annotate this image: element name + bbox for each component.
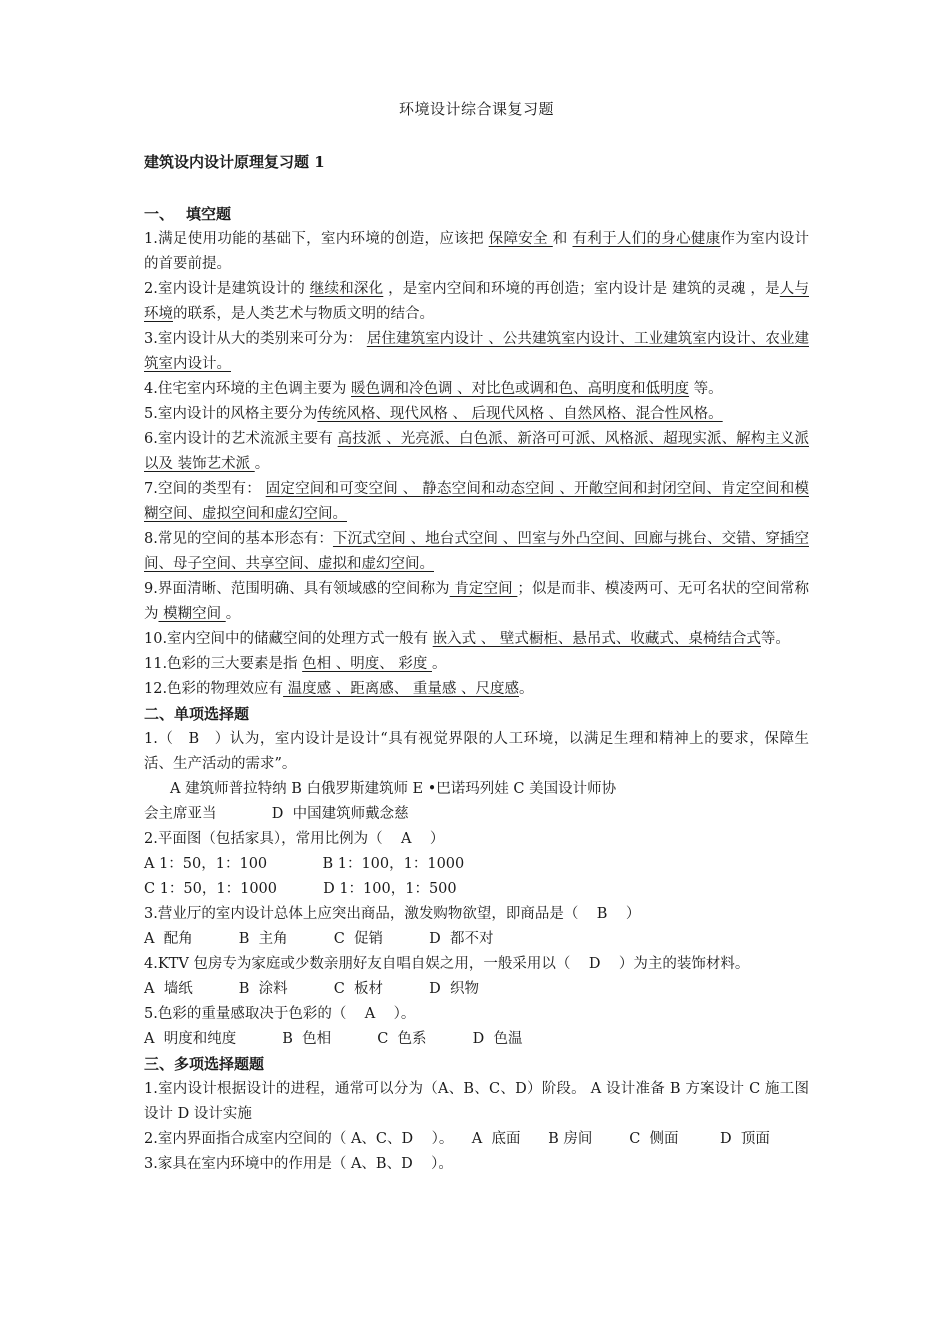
answer-blank: 模糊空间 [158,606,226,622]
question-text: 5.室内设计的风格主要分为 [144,406,318,422]
question-text: 作为室内设计的首要前提。 [144,231,810,272]
single-choice-line: A 建筑师普拉特纳 B 白俄罗斯建筑师 E •巴诺玛列娃 C 美国设计师协 [170,781,617,797]
fill-question [144,527,809,577]
single-choice-line: A 明度和纯度 B 色相 C 色系 D 色温 [144,1031,523,1047]
multi-choice-line: 1.室内设计根据设计的进程，通常可以分为（A、B、C、D）阶段。 A 设计准备 B 方案设计 C 施工图设计 D 设计实施 [144,1081,809,1122]
section-label: 填空题 [186,205,232,223]
question-text: 11.色彩的三大要素是指 [144,656,303,672]
fill-question [144,652,809,677]
question-text: 3.室内设计从大的类别来可分为： [144,331,367,347]
answer-blank: 肯定空间 [449,581,518,597]
question-text: 。 [519,681,534,697]
document-page [144,98,809,1177]
question-text: 。 [225,606,241,622]
single-choice-line: 1.（ B ）认为，室内设计是设计“具有视觉界限的人工环境，以满足生理和精神上的要求，保障生活、生产活动的需求”。 [144,731,809,772]
fill-question [144,427,809,477]
answer-blank: 传统风格、现代风格 、 后现代风格 、自然风格、混合性风格。 [317,406,723,422]
fill-question [144,277,809,327]
fill-question [144,327,809,377]
answer-blank: 继续和深化 [309,281,384,297]
answer-blank: 居住建筑室内设计 、公共建筑室内设计、工业建筑室内设计、农业建筑室内设计。 [144,331,809,372]
question-text: 等。 [689,381,723,397]
question-text: ，是室内空间和环境的再创造；室内设计是 建筑的灵魂 ，是 [383,281,780,297]
question-text: 12.色彩的物理效应有 [144,681,284,697]
question-text: 。 [432,656,447,672]
section-number: 一、 [144,205,175,223]
answer-blank: 固定空间和可变空间 、 静态空间和动态空间 、开敞空间和封闭空间、肯定空间和模糊空间、虚拟空间和虚幻空间。 [144,481,809,522]
answer-blank: 温度感 、距离感、 重量感 、尺度感 [283,681,519,697]
question-text: 4.住宅室内环境的主色调主要为 [144,381,351,397]
multi-choice-line: 3.家具在室内环境中的作用是（ A、B、D ）。 [144,1156,453,1172]
single-choice-line: A 配角 B 主角 C 促销 D 都不对 [144,931,494,947]
question-text: 。 [254,456,270,472]
fill-question [144,477,809,527]
question-text: 2.室内设计是建筑设计的 [144,281,310,297]
single-choice-line: 5.色彩的重量感取决于色彩的（ A ）。 [144,1006,416,1022]
answer-blank: 暖色调和冷色调 、对比色或调和色、高明度和低明度 [350,381,690,397]
multi-choice-line: 2.室内界面指合成室内空间的（ A、C、D ）。 A 底面 B 房间 C 侧面 D 顶面 [144,1131,770,1147]
fill-question [144,677,809,702]
question-text: 6.室内设计的艺术流派主要有 [144,431,338,447]
question-text: 1.满足使用功能的基础下，室内环境的创造，应该把 [144,231,489,247]
answer-blank: 嵌入式 、 壁式橱柜、悬吊式、收藏式、桌椅结合式 [432,631,761,647]
question-text: 8.常见的空间的基本形态有： [144,531,333,547]
answer-blank: 有利于人们的身心健康 [572,231,721,247]
fill-question [144,227,809,277]
section-number: 二、 [144,705,175,723]
question-text: ；似是而非、模凌两可、无可名状的空间常称为 [144,581,809,622]
question-text: 和 [552,231,573,247]
question-text: 9.界面清晰、范围明确、具有领域感的空间称为 [144,581,450,597]
fill-question [144,577,809,627]
single-choice-line: A 墙纸 B 涂料 C 板材 D 织物 [144,981,479,997]
answer-blank: 人与环境 [144,281,809,322]
multi-choice-list [144,1077,809,1177]
section-heading-single [144,702,809,727]
fill-question-list [144,227,809,702]
answer-blank: 色相 、明度、 彩度 [302,656,432,672]
question-text: 的联系，是人类艺术与物质文明的结合。 [173,306,434,322]
document-title: 环境设计综合课复习题 [398,100,554,118]
answer-blank: 下沉式空间 、地台式空间 、凹室与外凸空间、回廊与挑台、交错、穿插空间、母子空间、共享空间、虚拟和虚幻空间。 [144,531,809,572]
section-heading-multi [144,1052,809,1077]
answer-blank: 高技派 、光亮派、白色派、新洛可可派、风格派、超现实派、解构主义派以及 装饰艺术派 [144,431,810,472]
single-choice-line: 3.营业厅的室内设计总体上应突出商品，激发购物欲望，即商品是（ B ） [144,906,641,922]
single-choice-line: 2.平面图（包括家具），常用比例为（ A ） [144,831,445,847]
fill-question [144,402,809,427]
document-subtitle: 建筑设内设计原理复习题 1 [144,153,325,171]
answer-blank: 保障安全 [488,231,553,247]
section-label: 单项选择题 [174,705,250,723]
section-label: 多项选择题题 [174,1055,265,1073]
single-choice-line: 会主席亚当 D 中国建筑师戴念慈 [144,806,409,822]
section-number: 三、 [144,1055,175,1073]
question-text: 10.室内空间中的储藏空间的处理方式一般有 [144,631,433,647]
question-text: 7.空间的类型有： [144,481,266,497]
single-choice-line: 4.KTV 包房专为家庭或少数亲朋好友自唱自娱之用，一般采用以（ D ）为主的装饰材料。 [144,956,750,972]
fill-question [144,377,809,402]
single-choice-line: C 1：50，1：1000 D 1：100，1：500 [144,881,457,897]
fill-question [144,627,809,652]
section-heading-fill [144,202,809,227]
single-choice-line: A 1：50，1：100 B 1：100，1：1000 [144,856,465,872]
single-choice-list [144,727,809,1052]
question-text: 等。 [760,631,790,647]
